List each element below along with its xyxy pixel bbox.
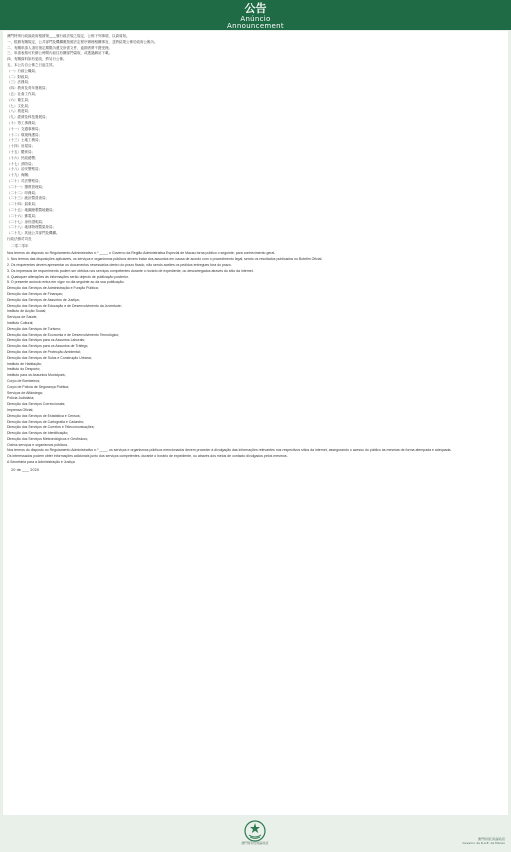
paragraph: 二、有關申請人須於指定期限內遞交所需文件，逾期者將不獲受理。 bbox=[7, 45, 112, 50]
announcement-header bbox=[0, 0, 511, 30]
signature-zh: 二零二零年 bbox=[11, 244, 29, 249]
emblem-caption: 澳門特別行政區政府 bbox=[241, 841, 269, 845]
paragraph: （二十）司法警察局； bbox=[7, 178, 42, 183]
paragraph: Instituto Cultural; bbox=[7, 320, 34, 325]
paragraph: 四、有關資料如有更改，將另行公佈。 bbox=[7, 57, 67, 62]
paragraph: Direcção dos Serviços de Economia e de Desenvolvimento Tecnológico; bbox=[7, 332, 120, 337]
paragraph: （十五）體育局； bbox=[7, 149, 35, 154]
paragraph: Imprensa Oficial; bbox=[7, 407, 34, 412]
paragraph: 4. Quaisquer alterações às informações serão objecto de publicação posterior. bbox=[7, 274, 129, 279]
paragraph: Instituto de Acção Social; bbox=[7, 309, 47, 314]
announcement-footer bbox=[0, 815, 511, 852]
paragraph: Nos termos do disposto no Regulamento Administrativo n.º ____, o Governo da Região Administrativa Especial de Macau torna público o seguinte, para conhecimento geral. bbox=[7, 251, 276, 256]
paragraph: （十七）消防局； bbox=[7, 161, 35, 166]
paragraph: （六）衛生局； bbox=[7, 97, 32, 102]
paragraph: Direcção dos Serviços de Identificação; bbox=[7, 431, 69, 436]
header-title-en: Announcement bbox=[227, 22, 284, 30]
paragraph: Direcção dos Serviços de Cartografia e Cadastro; bbox=[7, 419, 85, 424]
paragraph: Corpo de Polícia de Segurança Pública; bbox=[7, 384, 70, 389]
paragraph: Serviços de Saúde; bbox=[7, 315, 38, 320]
paragraph: 澳門特別行政區政府根據第____號行政法規之規定，公佈下列事項，以資周知。 bbox=[7, 34, 130, 38]
paragraph: （四）教育及青年發展局； bbox=[7, 86, 49, 91]
footer-issuer bbox=[435, 838, 505, 845]
paragraph: Direcção dos Serviços de Assuntos de Justiça; bbox=[7, 297, 80, 302]
paragraph: Nos termos do disposto no Regulamento Administrativo n.º ____, os serviços e organismos públicos mencionados devem proceder à divulgação das informações relevantes nos respectivos sítios da internet, assegurando o acesso do público às mesmas de forma atempada e adequada. bbox=[7, 448, 452, 453]
paragraph: （二十四）氣象局； bbox=[7, 202, 39, 207]
paragraph: （十二）環境保護局； bbox=[7, 132, 42, 137]
paragraph: Direcção dos Serviços de Educação e de Desenvolvimento da Juventude; bbox=[7, 303, 122, 308]
paragraph: 3. Os impressos de requerimento podem ser obtidos nos serviços competentes durante o horário de expediente, ou descarregados através do sítio da internet. bbox=[7, 268, 254, 273]
paragraph: Direcção dos Serviços Meteorológicos e Geofísicos; bbox=[7, 436, 88, 441]
paragraph: Direcção dos Serviços para os Assuntos de Tráfego; bbox=[7, 344, 89, 349]
paragraph: Instituto de Habitação; bbox=[7, 361, 42, 366]
paragraph: （二十二）印務局； bbox=[7, 190, 39, 195]
paragraph: Polícia Judiciária; bbox=[7, 396, 35, 401]
paragraph: （二十九）其他公共部門及機構。 bbox=[7, 231, 60, 236]
paragraph: （五）社會工作局； bbox=[7, 91, 39, 96]
paragraph: Direcção dos Serviços de Correios e Telecomunicações; bbox=[7, 425, 95, 430]
paragraph: 五、本公告自公佈之日起生效。 bbox=[7, 62, 56, 67]
header-title-pt: Anúncio bbox=[240, 15, 271, 23]
paragraph: Corpo de Bombeiros; bbox=[7, 378, 41, 383]
announcement-body bbox=[3, 31, 508, 815]
paragraph: （八）旅遊局； bbox=[7, 109, 32, 114]
paragraph: 1. Nos termos das disposições aplicáveis, os serviços e organismos públicos devem tratar dos assuntos em causa de acordo com o procedimento legal, sendo os resultados publicados no Boletim Oficial. bbox=[7, 257, 323, 262]
paragraph: （二十三）統計暨普查局； bbox=[7, 196, 49, 201]
paragraph: （二十一）懲教管理局； bbox=[7, 184, 46, 189]
header-title-zh: 公告 bbox=[244, 2, 267, 15]
paragraph: Direcção dos Serviços de Turismo; bbox=[7, 326, 62, 331]
paragraph: Direcção dos Serviços para os Assuntos Laborais; bbox=[7, 338, 86, 343]
paragraph: （一）行政公職局； bbox=[7, 68, 39, 73]
paragraph: （三）法務局； bbox=[7, 80, 32, 85]
paragraph: （九）經濟及科技發展局； bbox=[7, 115, 49, 120]
paragraph: （十三）土地工務局； bbox=[7, 138, 42, 143]
paragraph: Direcção dos Serviços de Finanças; bbox=[7, 291, 63, 296]
paragraph: 一、根據有關規定，公共部門及機構應按照法定程序辦理相關事宜，並將結果公佈於政府公報內。 bbox=[7, 39, 158, 44]
footer-issuer-pt: Governo da R.A.E. de Macau bbox=[462, 840, 505, 845]
paragraph: （二十六）郵電局； bbox=[7, 213, 39, 218]
paragraph: Direcção dos Serviços Correccionais; bbox=[7, 402, 66, 407]
paragraph: （十八）治安警察局； bbox=[7, 167, 42, 172]
paragraph: Serviços de Alfândega; bbox=[7, 390, 43, 395]
paragraph: （二十五）地圖繪製暨地籍局； bbox=[7, 207, 56, 212]
paragraph: Instituto para os Assuntos Municipais; bbox=[7, 373, 66, 378]
paragraph: 行政法務司司長 bbox=[7, 236, 32, 241]
paragraph: 2. Os requerentes devem apresentar os documentos necessários dentro do prazo fixado, não sendo aceites os pedidos entregues fora do prazo. bbox=[7, 262, 232, 267]
footer-issuer-zh: 澳門特別行政區政府 bbox=[477, 837, 505, 841]
macau-emblem-icon bbox=[244, 820, 266, 842]
paragraph: （十一）交通事務局； bbox=[7, 126, 42, 131]
paragraph: Direcção dos Serviços de Estatística e Censos; bbox=[7, 413, 81, 418]
paragraph: （二十七）身份證明局； bbox=[7, 219, 46, 224]
paragraph: Direcção dos Serviços de Administração e Função Pública; bbox=[7, 286, 99, 291]
paragraph: Outros serviços e organismos públicos. bbox=[7, 442, 69, 447]
paragraph: （十四）房屋局； bbox=[7, 144, 35, 149]
paragraph: Direcção dos Serviços de Solos e Construção Urbana; bbox=[7, 355, 92, 360]
paragraph: Instituto do Desporto; bbox=[7, 367, 41, 372]
paragraph: 5. O presente anúncio entra em vigor no dia seguinte ao da sua publicação. bbox=[7, 280, 125, 285]
paragraph: Os interessados podem obter informações adicionais junto dos serviços competentes, durante o horário de expediente, ou através dos meios de contacto divulgados pelos mesmos. bbox=[7, 454, 288, 459]
paragraph: A Secretária para a Administração e Justiça bbox=[7, 460, 75, 465]
paragraph: （二）財政局； bbox=[7, 74, 32, 79]
signature-pt: 20 de ____ 2020 bbox=[11, 467, 40, 472]
paragraph: （十）勞工事務局； bbox=[7, 120, 39, 125]
paragraph: （七）文化局； bbox=[7, 103, 32, 108]
portuguese-text-section bbox=[7, 251, 504, 465]
paragraph: Direcção dos Serviços de Protecção Ambiental; bbox=[7, 349, 81, 354]
paragraph: 三、申請表格可於辦公時間內前往有關部門索取，或透過網站下載。 bbox=[7, 51, 112, 56]
chinese-text-section bbox=[7, 34, 504, 242]
paragraph: （十九）海關； bbox=[7, 173, 32, 178]
paragraph: （十六）民政總署； bbox=[7, 155, 39, 160]
paragraph: （二十八）地球物理暨氣象局； bbox=[7, 225, 56, 230]
